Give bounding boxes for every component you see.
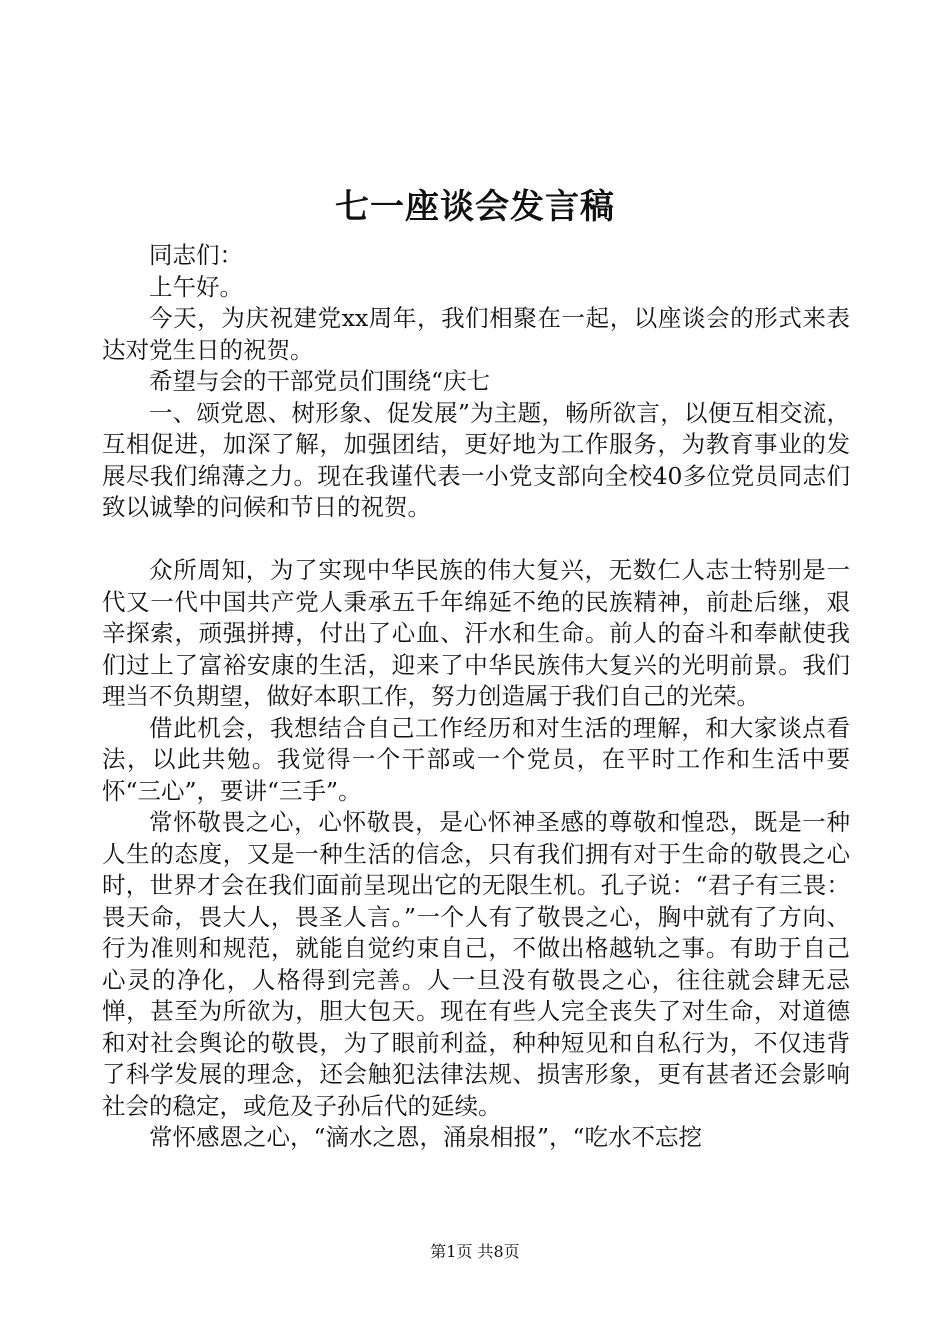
- page-footer: 第1页 共8页: [430, 1242, 520, 1261]
- paragraph-reverence: 常怀敬畏之心，心怀敬畏，是心怀神圣感的尊敬和惶恐，既是一种人生的态度，又是一种生活的信念，只有我们拥有对于生命的敬畏之心时，世界才会在我们面前呈现出它的无限生机。孔子说：“君子有三畏：畏天命，畏大人，畏圣人言。”一个人有了敬畏之心，胸中就有了方向、行为准则和规范，就能自觉约束自己，不做出格越轨之事。有助于自己心灵的净化，人格得到完善。人一旦没有敬畏之心，往往就会肆无忌惮，甚至为所欲为，胆大包天。现在有些人完全丧失了对生命，对道德和对社会舆论的敬畏，为了眼前利益，种种短见和自私行为，不仅违背了科学发展的理念，还会触犯法律法规、损害形象，更有甚者还会影响社会的稳定，或危及子孙后代的延续。: [102, 808, 850, 1120]
- paragraph-intro: 今天，为庆祝建党xx周年，我们相聚在一起，以座谈会的形式来表达对党生日的祝贺。: [102, 304, 850, 364]
- paragraph-history: 众所周知，为了实现中华民族的伟大复兴，无数仁人志士特别是一代又一代中国共产党人秉承五千年绵延不绝的民族精神，前赴后继，艰辛探索，顽强拼搏，付出了心血、汗水和生命。前人的奋斗和奉献使我们过上了富裕安康的生活，迎来了中华民族伟大复兴的光明前景。我们理当不负期望，做好本职工作，努力创造属于我们自己的光荣。: [102, 556, 850, 710]
- paragraph-opportunity: 借此机会，我想结合自己工作经历和对生活的理解，和大家谈点看法，以此共勉。我觉得一个干部或一个党员，在平时工作和生活中要怀“三心”，要讲“三手”。: [102, 713, 850, 805]
- paragraph-hope: 希望与会的干部党员们围绕“庆七: [149, 367, 491, 395]
- paragraph-spacer: [102, 524, 850, 556]
- paragraph-gratitude: 常怀感恩之心，“滴水之恩，涌泉相报”，“吃水不忘挖: [149, 1123, 703, 1151]
- document-title: 七一座谈会发言稿: [335, 187, 615, 227]
- paragraph-greeting: 同志们：: [149, 241, 243, 269]
- document-body: [102, 240, 850, 1154]
- paragraph-good-morning: 上午好。: [149, 272, 243, 301]
- paragraph-theme: 一、颂党恩、树形象、促发展”为主题，畅所欲言，以便互相交流，互相促进，加深了解，加强团结，更好地为工作服务，为教育事业的发展尽我们绵薄之力。现在我谨代表一小党支部向全校40多位党员同志们致以诚挚的问候和节日的祝贺。: [102, 398, 850, 521]
